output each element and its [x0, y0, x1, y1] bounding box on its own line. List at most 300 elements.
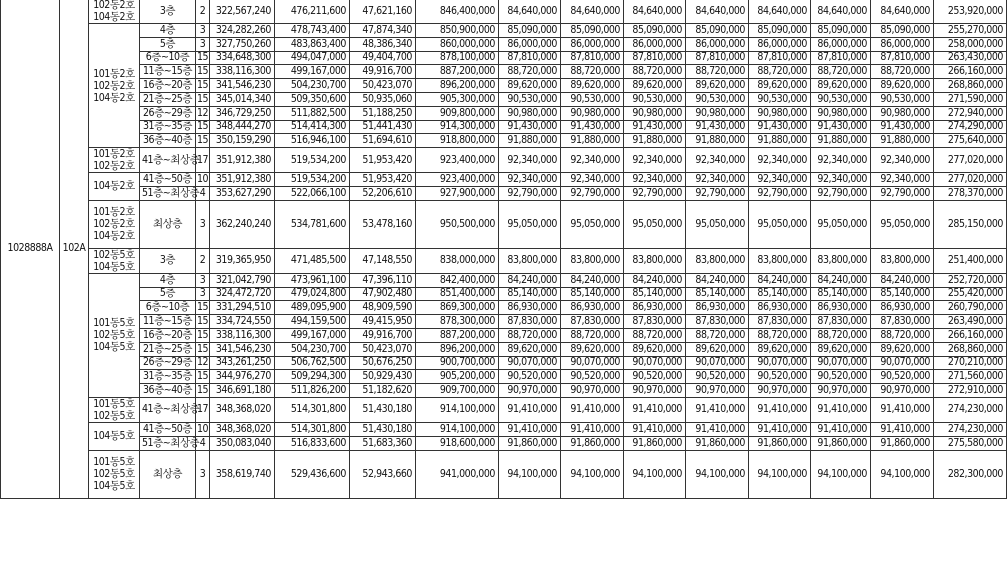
price-cell: 87,810,000: [749, 51, 811, 65]
price-cell: 95,050,000: [561, 200, 624, 248]
price-cell: 274,230,000: [934, 397, 1007, 422]
price-cell: 90,970,000: [624, 384, 686, 398]
price-cell: 327,750,260: [210, 37, 275, 51]
floor-range-cell: 26층~29층: [140, 356, 196, 370]
floor-range-cell: 6층~10층: [140, 301, 196, 315]
price-cell: 84,640,000: [811, 0, 871, 24]
price-cell: 91,860,000: [749, 436, 811, 450]
price-cell: 838,000,000: [416, 248, 499, 273]
price-cell: 91,860,000: [686, 436, 749, 450]
price-cell: 85,140,000: [624, 287, 686, 301]
price-cell: 90,980,000: [811, 106, 871, 120]
price-cell: 90,980,000: [686, 106, 749, 120]
price-cell: 88,720,000: [811, 65, 871, 79]
unit-label: 101동5호: [93, 397, 135, 410]
price-cell: 92,790,000: [624, 186, 686, 200]
price-cell: 519,534,200: [275, 148, 350, 173]
price-cell: 86,930,000: [499, 301, 561, 315]
price-cell: 90,980,000: [871, 106, 934, 120]
unit-cell: [89, 450, 140, 498]
unit-label: 104동5호: [93, 480, 135, 493]
price-cell: 92,340,000: [561, 148, 624, 173]
price-cell: 91,430,000: [499, 120, 561, 134]
price-cell: 274,230,000: [934, 422, 1007, 436]
price-cell: 506,762,500: [275, 356, 350, 370]
price-cell: 89,620,000: [686, 79, 749, 93]
price-cell: 86,000,000: [499, 37, 561, 51]
price-cell: 84,240,000: [499, 273, 561, 287]
price-cell: 87,830,000: [624, 315, 686, 329]
price-cell: 319,365,950: [210, 248, 275, 273]
price-cell: 92,790,000: [811, 186, 871, 200]
price-cell: 91,860,000: [561, 436, 624, 450]
price-cell: 923,400,000: [416, 173, 499, 187]
table-row: [1, 356, 1007, 370]
price-cell: 86,930,000: [749, 301, 811, 315]
price-cell: 86,930,000: [811, 301, 871, 315]
price-cell: 277,020,000: [934, 148, 1007, 173]
floor-range-cell: 26층~29층: [140, 106, 196, 120]
table-row: [1, 186, 1007, 200]
unit-label: 102동5호: [93, 329, 135, 342]
price-cell: 504,230,700: [275, 342, 350, 356]
price-cell: 851,400,000: [416, 287, 499, 301]
price-cell: 85,090,000: [624, 24, 686, 38]
unit-count-cell: 10: [197, 173, 209, 186]
price-cell: 89,620,000: [871, 342, 934, 356]
unit-cell: [89, 0, 140, 24]
floor-range-cell: 41층~최상층: [140, 148, 196, 173]
unit-count-cell: 15: [197, 51, 209, 64]
price-cell: 90,530,000: [561, 92, 624, 106]
price-cell: 92,790,000: [871, 186, 934, 200]
price-cell: 345,014,340: [210, 92, 275, 106]
price-cell: 90,070,000: [624, 356, 686, 370]
price-cell: 90,070,000: [871, 356, 934, 370]
price-cell: 94,100,000: [499, 450, 561, 498]
price-cell: 252,720,000: [934, 273, 1007, 287]
table-row: [1, 92, 1007, 106]
price-cell: 923,400,000: [416, 148, 499, 173]
price-cell: 84,640,000: [749, 0, 811, 24]
price-cell: 514,301,800: [275, 422, 350, 436]
unit-count-cell: 12: [197, 106, 209, 119]
unit-count-cell: 15: [197, 92, 209, 105]
price-cell: 84,240,000: [749, 273, 811, 287]
unit-cell: [89, 24, 140, 148]
unit-label: 102동2호: [93, 0, 135, 11]
unit-count-cell: 15: [197, 384, 209, 397]
unit-label: 101동2호: [93, 206, 135, 219]
price-cell: 89,620,000: [811, 79, 871, 93]
price-cell: 92,340,000: [749, 173, 811, 187]
floor-range-cell: 3층: [140, 0, 196, 24]
price-cell: 88,720,000: [561, 65, 624, 79]
table-row: [1, 287, 1007, 301]
price-cell: 927,900,000: [416, 186, 499, 200]
price-cell: 92,340,000: [871, 148, 934, 173]
price-cell: 275,580,000: [934, 436, 1007, 450]
price-cell: 92,790,000: [749, 186, 811, 200]
price-cell: 87,810,000: [561, 51, 624, 65]
price-cell: 274,290,000: [934, 120, 1007, 134]
price-cell: 91,410,000: [561, 397, 624, 422]
price-cell: 91,430,000: [871, 120, 934, 134]
price-cell: 918,600,000: [416, 436, 499, 450]
price-cell: 266,160,000: [934, 328, 1007, 342]
unit-label: 102동5호: [93, 468, 135, 481]
price-cell: 89,620,000: [561, 79, 624, 93]
unit-label: 104동2호: [93, 11, 135, 23]
floor-range-cell: 16층~20층: [140, 328, 196, 342]
price-cell: 92,340,000: [686, 148, 749, 173]
table-row: [1, 370, 1007, 384]
price-cell: 362,240,240: [210, 200, 275, 248]
floor-range-cell: 5층: [140, 287, 196, 301]
price-cell: 509,294,300: [275, 370, 350, 384]
price-cell: 84,640,000: [686, 0, 749, 24]
table-row: [1, 450, 1007, 498]
price-cell: 92,340,000: [871, 173, 934, 187]
price-cell: 905,300,000: [416, 92, 499, 106]
product-code-cell: 1028888A: [1, 0, 60, 498]
unit-type-cell: 102A: [60, 0, 89, 498]
price-cell: 263,490,000: [934, 315, 1007, 329]
price-cell: 89,620,000: [871, 79, 934, 93]
price-cell: 324,282,260: [210, 24, 275, 38]
unit-count-cell: 12: [197, 356, 209, 369]
price-cell: 47,621,160: [350, 0, 416, 24]
price-cell: 89,620,000: [561, 342, 624, 356]
price-cell: 91,410,000: [624, 422, 686, 436]
price-cell: 86,000,000: [811, 37, 871, 51]
price-cell: 534,781,600: [275, 200, 350, 248]
price-cell: 266,160,000: [934, 65, 1007, 79]
price-cell: 86,930,000: [686, 301, 749, 315]
price-cell: 255,420,000: [934, 287, 1007, 301]
price-cell: 85,090,000: [499, 24, 561, 38]
table-row: [1, 79, 1007, 93]
price-cell: 83,800,000: [561, 248, 624, 273]
price-cell: 83,800,000: [499, 248, 561, 273]
unit-count-cell: 15: [197, 79, 209, 92]
price-cell: 914,100,000: [416, 397, 499, 422]
unit-count-cell: 15: [197, 370, 209, 383]
price-cell: 90,520,000: [811, 370, 871, 384]
price-cell: 47,874,340: [350, 24, 416, 38]
floor-range-cell: 최상층: [140, 450, 196, 498]
unit-label: 104동5호: [93, 341, 135, 354]
price-cell: 85,090,000: [749, 24, 811, 38]
price-cell: 90,070,000: [686, 356, 749, 370]
floor-range-cell: 51층~최상층: [140, 186, 196, 200]
price-cell: 278,370,000: [934, 186, 1007, 200]
price-cell: 92,340,000: [499, 173, 561, 187]
price-cell: 85,090,000: [871, 24, 934, 38]
price-cell: 90,970,000: [686, 384, 749, 398]
price-cell: 92,790,000: [686, 186, 749, 200]
price-cell: 91,860,000: [871, 436, 934, 450]
price-cell: 90,970,000: [811, 384, 871, 398]
table-row: [1, 65, 1007, 79]
unit-label: 104동2호: [93, 180, 135, 193]
price-cell: 90,980,000: [499, 106, 561, 120]
unit-count-cell: 17: [196, 397, 210, 422]
price-cell: 89,620,000: [499, 79, 561, 93]
unit-label: 101동5호: [93, 317, 135, 330]
price-cell: 529,436,600: [275, 450, 350, 498]
price-cell: 49,916,700: [350, 65, 416, 79]
price-cell: 478,743,400: [275, 24, 350, 38]
price-cell: 90,070,000: [749, 356, 811, 370]
price-cell: 92,340,000: [561, 173, 624, 187]
unit-count-cell: 3: [196, 37, 210, 51]
unit-count-cell: 15: [197, 315, 209, 328]
price-cell: 878,100,000: [416, 51, 499, 65]
price-cell: 271,590,000: [934, 92, 1007, 106]
price-cell: 850,900,000: [416, 24, 499, 38]
price-cell: 92,340,000: [624, 148, 686, 173]
price-cell: 878,300,000: [416, 315, 499, 329]
floor-range-cell: 21층~25층: [140, 92, 196, 106]
floor-range-cell: 36층~40층: [140, 134, 196, 148]
price-cell: 88,720,000: [624, 328, 686, 342]
price-cell: 87,810,000: [686, 51, 749, 65]
price-cell: 479,024,800: [275, 287, 350, 301]
price-cell: 51,441,430: [350, 120, 416, 134]
price-cell: 84,240,000: [624, 273, 686, 287]
price-cell: 86,930,000: [561, 301, 624, 315]
price-cell: 90,520,000: [561, 370, 624, 384]
price-cell: 52,943,660: [350, 450, 416, 498]
price-cell: 88,720,000: [749, 328, 811, 342]
price-cell: 87,810,000: [624, 51, 686, 65]
price-cell: 514,414,300: [275, 120, 350, 134]
price-cell: 941,000,000: [416, 450, 499, 498]
unit-label: 104동5호: [93, 260, 135, 273]
price-cell: 88,720,000: [686, 328, 749, 342]
price-cell: 95,050,000: [686, 200, 749, 248]
unit-label: 102동5호: [93, 248, 135, 261]
price-cell: 88,720,000: [749, 65, 811, 79]
floor-range-cell: 41층~50층: [140, 173, 196, 187]
unit-label: 104동2호: [93, 91, 135, 104]
price-cell: 88,720,000: [561, 328, 624, 342]
price-cell: 90,980,000: [561, 106, 624, 120]
price-cell: 258,000,000: [934, 37, 1007, 51]
price-cell: 50,929,430: [350, 370, 416, 384]
price-cell: 90,520,000: [749, 370, 811, 384]
price-cell: 94,100,000: [811, 450, 871, 498]
price-cell: 91,880,000: [686, 134, 749, 148]
price-cell: 251,400,000: [934, 248, 1007, 273]
table-row: [1, 37, 1007, 51]
price-cell: 90,970,000: [499, 384, 561, 398]
price-cell: 51,694,610: [350, 134, 416, 148]
unit-count-cell: 4: [196, 186, 210, 200]
price-cell: 95,050,000: [811, 200, 871, 248]
unit-count-cell: 3: [196, 450, 210, 498]
price-cell: 90,530,000: [749, 92, 811, 106]
table-row: [1, 106, 1007, 120]
price-cell: 89,620,000: [749, 342, 811, 356]
price-cell: 85,140,000: [811, 287, 871, 301]
unit-count-cell: 15: [197, 65, 209, 78]
price-cell: 263,430,000: [934, 51, 1007, 65]
floor-range-cell: 16층~20층: [140, 79, 196, 93]
price-cell: 86,930,000: [871, 301, 934, 315]
price-cell: 48,386,340: [350, 37, 416, 51]
price-cell: 91,880,000: [749, 134, 811, 148]
price-cell: 351,912,380: [210, 148, 275, 173]
unit-label: 102동2호: [93, 160, 135, 173]
price-cell: 511,882,500: [275, 106, 350, 120]
price-cell: 89,620,000: [624, 79, 686, 93]
price-cell: 519,534,200: [275, 173, 350, 187]
price-cell: 87,830,000: [871, 315, 934, 329]
price-cell: 94,100,000: [871, 450, 934, 498]
price-cell: 950,500,000: [416, 200, 499, 248]
table-row: [1, 24, 1007, 38]
price-cell: 95,050,000: [624, 200, 686, 248]
price-cell: 471,485,500: [275, 248, 350, 273]
price-cell: 909,700,000: [416, 384, 499, 398]
floor-range-cell: 최상층: [140, 200, 196, 248]
price-cell: 87,830,000: [811, 315, 871, 329]
price-cell: 51,182,620: [350, 384, 416, 398]
price-cell: 509,350,600: [275, 92, 350, 106]
price-cell: 842,400,000: [416, 273, 499, 287]
price-cell: 87,810,000: [811, 51, 871, 65]
unit-cell: [89, 422, 140, 450]
price-cell: 91,880,000: [499, 134, 561, 148]
price-cell: 341,546,230: [210, 342, 275, 356]
price-cell: 51,953,420: [350, 148, 416, 173]
price-cell: 346,729,250: [210, 106, 275, 120]
price-cell: 91,410,000: [871, 422, 934, 436]
price-cell: 338,116,300: [210, 65, 275, 79]
price-cell: 92,340,000: [749, 148, 811, 173]
price-cell: 84,640,000: [499, 0, 561, 24]
price-cell: 334,724,550: [210, 315, 275, 329]
price-cell: 499,167,000: [275, 328, 350, 342]
price-cell: 94,100,000: [561, 450, 624, 498]
price-cell: 92,340,000: [811, 148, 871, 173]
price-cell: 95,050,000: [749, 200, 811, 248]
price-cell: 94,100,000: [686, 450, 749, 498]
price-cell: 260,790,000: [934, 301, 1007, 315]
price-cell: 83,800,000: [749, 248, 811, 273]
price-cell: 90,970,000: [749, 384, 811, 398]
price-cell: 353,627,290: [210, 186, 275, 200]
price-cell: 52,206,610: [350, 186, 416, 200]
price-cell: 83,800,000: [811, 248, 871, 273]
unit-count-cell: 2: [196, 0, 210, 24]
price-cell: 48,909,590: [350, 301, 416, 315]
price-cell: 494,047,000: [275, 51, 350, 65]
price-cell: 88,720,000: [624, 65, 686, 79]
price-cell: 84,240,000: [871, 273, 934, 287]
price-cell: 47,902,480: [350, 287, 416, 301]
price-cell: 87,830,000: [561, 315, 624, 329]
price-cell: 88,720,000: [499, 65, 561, 79]
price-cell: 94,100,000: [624, 450, 686, 498]
price-cell: 90,070,000: [811, 356, 871, 370]
table-row: [1, 248, 1007, 273]
price-cell: 50,935,060: [350, 92, 416, 106]
price-cell: 92,790,000: [499, 186, 561, 200]
price-cell: 511,826,200: [275, 384, 350, 398]
unit-label: 101동2호: [93, 67, 135, 80]
price-cell: 90,520,000: [624, 370, 686, 384]
price-cell: 90,070,000: [499, 356, 561, 370]
unit-cell: [89, 173, 140, 201]
price-cell: 90,520,000: [871, 370, 934, 384]
floor-range-cell: 41층~50층: [140, 422, 196, 436]
price-cell: 91,410,000: [749, 422, 811, 436]
price-cell: 90,530,000: [686, 92, 749, 106]
price-cell: 91,430,000: [686, 120, 749, 134]
price-cell: 90,530,000: [871, 92, 934, 106]
price-cell: 504,230,700: [275, 79, 350, 93]
price-cell: 51,430,180: [350, 397, 416, 422]
price-cell: 49,415,950: [350, 315, 416, 329]
price-cell: 91,410,000: [811, 397, 871, 422]
floor-range-cell: 5층: [140, 37, 196, 51]
price-cell: 271,560,000: [934, 370, 1007, 384]
price-cell: 516,946,100: [275, 134, 350, 148]
price-cell: 87,810,000: [499, 51, 561, 65]
unit-count-cell: 3: [196, 24, 210, 38]
price-cell: 90,980,000: [749, 106, 811, 120]
price-cell: 522,066,100: [275, 186, 350, 200]
price-cell: 255,270,000: [934, 24, 1007, 38]
unit-label: 101동5호: [93, 456, 135, 469]
price-cell: 344,976,270: [210, 370, 275, 384]
table-row: [1, 422, 1007, 436]
price-cell: 909,800,000: [416, 106, 499, 120]
floor-range-cell: 21층~25층: [140, 342, 196, 356]
price-cell: 348,368,020: [210, 422, 275, 436]
price-cell: 88,720,000: [686, 65, 749, 79]
price-cell: 489,095,900: [275, 301, 350, 315]
price-cell: 270,210,000: [934, 356, 1007, 370]
floor-range-cell: 11층~15층: [140, 315, 196, 329]
table-row: [1, 315, 1007, 329]
price-cell: 84,240,000: [686, 273, 749, 287]
price-cell: 91,430,000: [811, 120, 871, 134]
price-cell: 476,211,600: [275, 0, 350, 24]
price-cell: 90,980,000: [624, 106, 686, 120]
price-cell: 282,300,000: [934, 450, 1007, 498]
price-cell: 95,050,000: [499, 200, 561, 248]
table-row: [1, 148, 1007, 173]
price-cell: 92,790,000: [561, 186, 624, 200]
price-cell: 869,300,000: [416, 301, 499, 315]
unit-cell: [89, 200, 140, 248]
table-row: [1, 173, 1007, 187]
price-cell: 91,410,000: [686, 397, 749, 422]
price-cell: 49,916,700: [350, 328, 416, 342]
price-cell: 87,830,000: [749, 315, 811, 329]
unit-count-cell: 10: [197, 422, 209, 435]
price-cell: 914,300,000: [416, 120, 499, 134]
price-cell: 268,860,000: [934, 342, 1007, 356]
price-cell: 516,833,600: [275, 436, 350, 450]
price-cell: 50,423,070: [350, 342, 416, 356]
price-cell: 84,240,000: [561, 273, 624, 287]
price-cell: 88,720,000: [811, 328, 871, 342]
